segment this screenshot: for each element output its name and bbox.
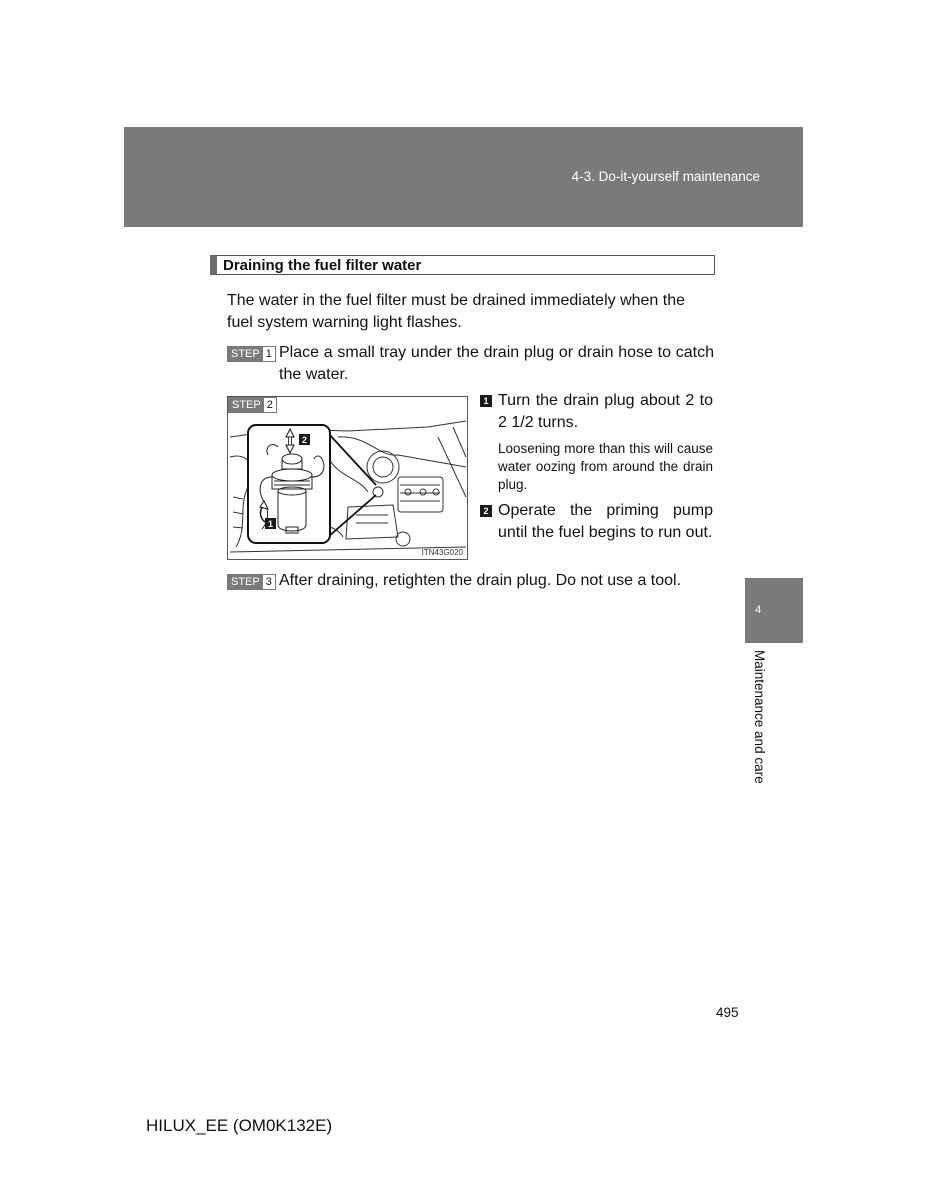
fuel-filter-illustration xyxy=(227,396,468,560)
note-1 xyxy=(480,390,713,434)
step-badge: STEP 1 xyxy=(227,346,276,362)
step-1-text: Place a small tray under the drain plug or drain hose to catch the water. xyxy=(279,344,714,383)
note-2 xyxy=(480,500,713,544)
step-2-notes xyxy=(480,390,713,544)
chapter-tab xyxy=(745,578,803,643)
callout-1: 1 xyxy=(267,519,274,529)
footer-model-code: HILUX_EE (OM0K132E) xyxy=(146,1116,333,1135)
page-number: 495 xyxy=(716,1005,739,1020)
step-badge: STEP 3 xyxy=(227,574,276,590)
note-1-text: Turn the drain plug about 2 to 2 1/2 turns. xyxy=(498,392,713,431)
note-2-text: Operate the priming pump until the fuel begins to run out. xyxy=(498,502,713,541)
callout-2: 2 xyxy=(301,435,308,445)
chapter-number: 4 xyxy=(755,604,762,616)
engine-bay-drawing xyxy=(228,397,469,561)
note-1-detail: Loosening more than this will cause water oozing from around the drain plug. xyxy=(498,441,713,492)
figure-code: ITN43G020 xyxy=(421,548,463,557)
section-title: Draining the fuel filter water xyxy=(210,255,715,275)
note-number-badge: 2 xyxy=(480,505,492,517)
intro-paragraph: The water in the fuel filter must be drained immediately when the fuel system warning light flashes. xyxy=(227,292,686,331)
chapter-title: Maintenance and care xyxy=(752,650,767,784)
header-band xyxy=(124,127,803,227)
step-3-text: After draining, retighten the drain plug. Do not use a tool. xyxy=(279,572,682,589)
step-badge: STEP 2 xyxy=(228,397,277,413)
note-number-badge: 1 xyxy=(480,395,492,407)
section-label: 4-3. Do-it-yourself maintenance xyxy=(571,169,760,184)
